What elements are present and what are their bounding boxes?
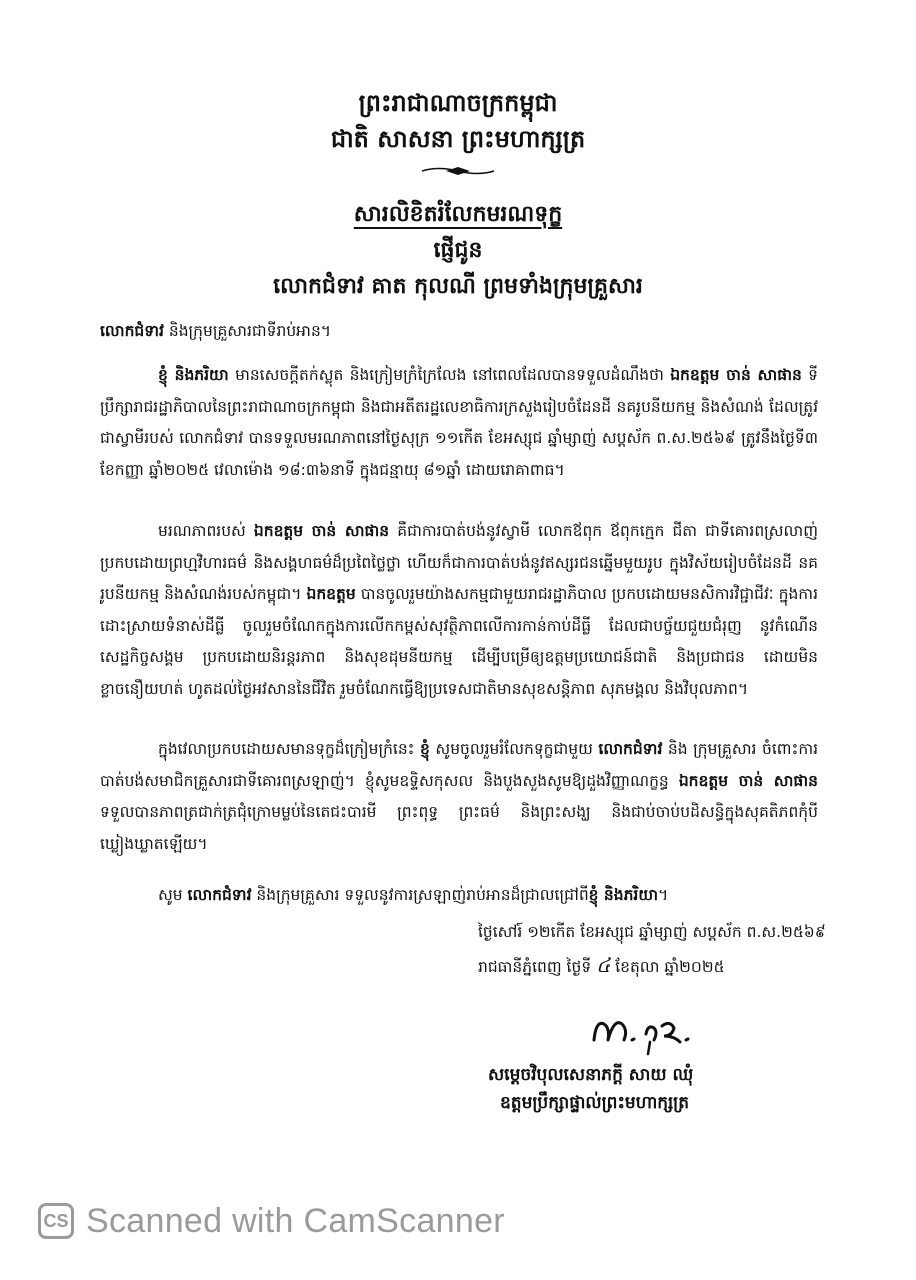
signer-title: ឧត្តមប្រឹក្សាផ្ទាល់ព្រះមហាក្សត្រ: [500, 1093, 690, 1113]
letter-recipient: លោកជំទាវ គាត កុលណី ព្រមទាំងក្រុមគ្រួសារ: [273, 274, 643, 299]
p4-text-a: សូម: [158, 886, 188, 904]
date-suffix: ខែតុលា ឆ្នាំ២០២៥: [610, 958, 725, 976]
paragraph-2: [100, 516, 818, 712]
p2-bold-b: ឯកឧត្តម ចាន់ សាផាន: [253, 522, 390, 540]
p3-text-c: សូមចូលរួមរំលែកទុក្ខជាមួយ: [429, 740, 599, 758]
p3-bold-b: ខ្ញុំ: [420, 740, 430, 758]
camscanner-watermark: [38, 1196, 505, 1246]
date-day-handwritten: ៤: [596, 953, 611, 977]
p2-text-c: គឺជាការបាត់បង់នូវស្វាមី លោកឪពុក ឪពុកក្មេក ជីតា ជាទីគោរពស្រលាញ់ប្រកបដោយព្រហ្មវិហារធម៌ និងសង្គហធម៌ដ៏ប្រពៃថ្លៃថ្លា ហើយក៏ជាការបាត់បង់នូវឥស្សរជនឆ្នើមមួយរូប ក្នុងវិស័យរៀបចំដែនដី នគរូបនីយកម្ម និងសំណង់របស់កម្ពុជា។: [100, 522, 818, 603]
national-motto: ជាតិ សាសនា ព្រះមហាក្សត្រ: [330, 124, 586, 153]
p2-bold-d: ឯកឧត្តម: [306, 585, 356, 603]
camscanner-logo-icon: CS: [38, 1203, 74, 1239]
p3-bold-d: លោកជំទាវ: [598, 740, 663, 758]
letter-title-text: សារលិខិតរំលែកមរណទុក្ខ: [353, 202, 563, 227]
p3-bold-f: ឯកឧត្តម ចាន់ សាផាន: [678, 771, 818, 790]
camscanner-text: Scanned with CamScanner: [86, 1201, 505, 1240]
handwritten-signature-icon: [588, 1010, 708, 1056]
p1-bold-a: ខ្ញុំ និងភរិយា: [158, 366, 229, 384]
p1-bold-c: ឯកឧត្តម ចាន់ សាផាន: [670, 366, 802, 384]
p2-text-a: មរណភាពរបស់: [158, 522, 254, 540]
kingdom-heading: ព្រះរាជាណាចក្រកម្ពុជា: [358, 88, 558, 117]
p3-text-a: ក្នុងវេលាប្រកបដោយសមានទុក្ខដ៏ក្រៀមក្រំនេះ: [158, 740, 421, 758]
p2-text-e: បានចូលរួមយ៉ាងសកម្មជាមួយរាជរដ្ឋាភិបាល ប្រកបដោយមនសិការវិជ្ជាជីវៈ ក្នុងការដោះស្រាយទំនាស់ដីធ្លី ចូលរួមចំណែកក្នុងការលើកកម្ពស់សុវត្ថិភាពលើការកាន់កាប់ដីធ្លី ដែលជាបច្ច័យជួយជំរុញ នូវកំណើនសេដ្ឋកិច្ចសង្គម ប្រកបដោយនិរន្តរភាព និងសុខដុមនីយកម្ម ដើម្បីបម្រើឲ្យឧត្តមប្រយោជន៍ជាតិ និងប្រជាជន ដោយមិនខ្លាចនឿយហត់ ហូតដល់ថ្ងៃអវសាននៃជីវិត រួមចំណែកធ្វើឱ្យប្រទេសជាតិមានសុខសន្តិភាព សុភមង្គល និងវិបុលភាព។: [100, 585, 818, 698]
p1-text-d: ទីប្រឹក្សារាជរដ្ឋាភិបាលនៃព្រះរាជាណាចក្រកម្ពុជា និងជាអតីតរដ្ឋលេខាធិការក្រសួងរៀបចំដែនដី នគរូបនីយកម្ម និងសំណង់ ដែលត្រូវជាស្វាមីរបស់ លោកជំទាវ បានទទួលមរណភាពនៅថ្ងៃសុក្រ ១១កើត ខែអស្សុជ ឆ្នាំម្សាញ់ សប្តស័ក ព.ស.២៥៦៩ ត្រូវនឹងថ្ងៃទី៣ ខែកញ្ញា ឆ្នាំ២០២៥ វេលាម៉ោង ១៨:៣៦នាទី ក្នុងជន្មាយុ ៨១ឆ្នាំ ដោយរោគាពាធ។: [100, 366, 818, 479]
paragraph-3: [100, 734, 818, 864]
solar-date: [478, 952, 725, 982]
p4-bold-b: លោកជំទាវ: [187, 886, 252, 904]
salutation: [100, 316, 818, 348]
salutation-bold: លោកជំទាវ: [100, 322, 164, 340]
p4-text-c: និងក្រុមគ្រួសារ ទទួលនូវការស្រឡាញ់រាប់អានដ៏ជ្រាលជ្រៅពី: [251, 886, 589, 904]
lunar-date: ថ្ងៃសៅរ៍ ១២កើត ខែអស្សុជ ឆ្នាំម្សាញ់ សប្តស័ក ព.ស.២៥៦៩: [478, 923, 826, 941]
letter-subtitle: ផ្ញើជូន: [433, 238, 483, 263]
p4-text-e: ។: [658, 886, 669, 904]
p4-bold-d: ខ្ញុំ និងភរិយា: [588, 886, 659, 904]
date-prefix: រាជធានីភ្នំពេញ ថ្ងៃទី: [478, 958, 597, 976]
paragraph-4: [100, 880, 818, 912]
salutation-rest: និងក្រុមគ្រួសារជាទីរាប់អាន។: [163, 322, 331, 340]
ornament-divider-icon: [418, 164, 498, 178]
letter-title: [0, 200, 916, 232]
p3-text-g: ទទួលបានភាពត្រជាក់ត្រជុំក្រោមម្លប់នៃតេជះបារមី ព្រះពុទ្ធ ព្រះធម៌ និងព្រះសង្ឃ និងជាប់ចាប់បដិសន្ធិក្នុងសុគតិភពកុំបីឃ្លៀងឃ្លាតឡើយ។: [100, 803, 818, 853]
signer-name: សម្តេចវិបុលសេនាភក្តី សាយ ឈុំ: [488, 1065, 694, 1085]
paragraph-1: [100, 360, 818, 490]
p3-text-e: និង ក្រុមគ្រួសារ ចំពោះការបាត់បង់សមាជិកគ្រួសារជាទីគោរពស្រឡាញ់។ ខ្ញុំសូមឧទ្ទិសកុសល និងបួងសួងសូមឱ្យដួងវិញ្ញាណក្ខន្ធ: [100, 740, 818, 790]
p1-text-b: មានសេចក្តីតក់ស្លុត និងក្រៀមក្រំក្រៃលែង នៅពេលដែលបានទទួលដំណឹងថា: [228, 366, 671, 384]
